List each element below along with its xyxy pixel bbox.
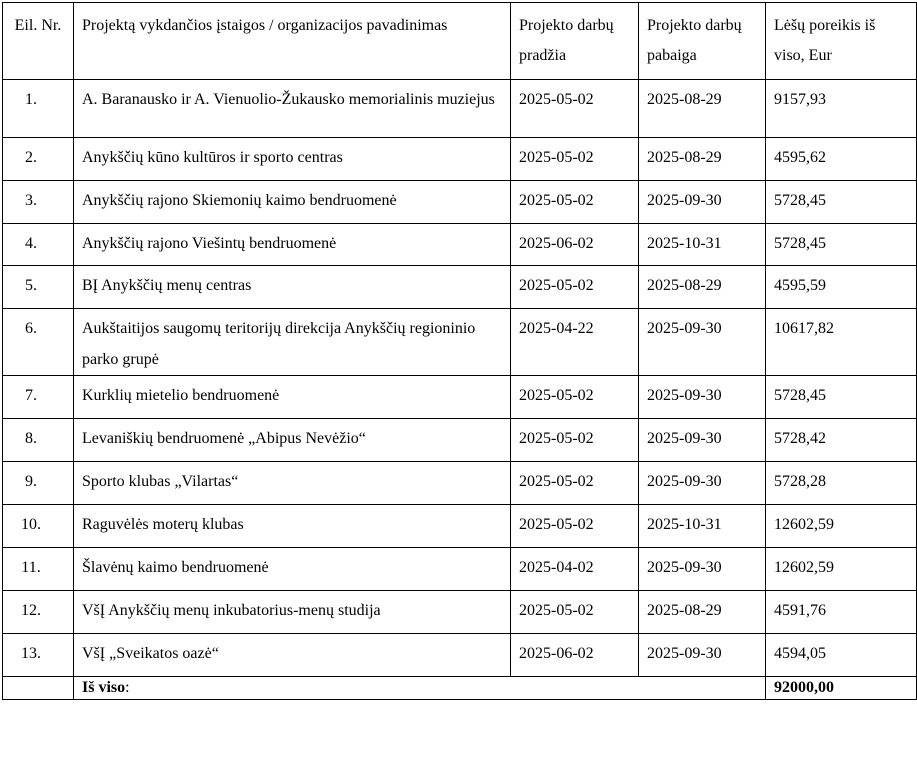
total-row bbox=[3, 677, 917, 700]
row-end: 2025-08-29 bbox=[639, 266, 766, 309]
row-amount: 4594,05 bbox=[766, 634, 917, 677]
row-name: VšĮ Anykščių menų inkubatorius-menų studija bbox=[74, 591, 511, 634]
table-header-row bbox=[3, 3, 917, 80]
row-no: 6. bbox=[3, 309, 74, 376]
table-row bbox=[3, 505, 917, 548]
header-amount: Lėšų poreikis iš viso, Eur bbox=[766, 3, 917, 80]
row-amount: 4595,59 bbox=[766, 266, 917, 309]
total-amount: 92000,00 bbox=[766, 677, 917, 700]
total-label-text: Iš viso bbox=[82, 679, 126, 696]
row-end: 2025-09-30 bbox=[639, 309, 766, 376]
row-no: 11. bbox=[3, 548, 74, 591]
row-end: 2025-09-30 bbox=[639, 376, 766, 419]
row-end: 2025-09-30 bbox=[639, 634, 766, 677]
row-no: 1. bbox=[3, 80, 74, 138]
row-no: 12. bbox=[3, 591, 74, 634]
table-row bbox=[3, 591, 917, 634]
row-name: Raguvėlės moterų klubas bbox=[74, 505, 511, 548]
table-row bbox=[3, 224, 917, 266]
row-amount: 12602,59 bbox=[766, 505, 917, 548]
row-amount: 9157,93 bbox=[766, 80, 917, 138]
row-start: 2025-04-22 bbox=[511, 309, 639, 376]
row-start: 2025-05-02 bbox=[511, 376, 639, 419]
row-amount: 5728,45 bbox=[766, 376, 917, 419]
row-start: 2025-04-02 bbox=[511, 548, 639, 591]
row-name: Kurklių mietelio bendruomenė bbox=[74, 376, 511, 419]
header-name: Projektą vykdančios įstaigos / organizacijos pavadinimas bbox=[74, 3, 511, 80]
row-amount: 12602,59 bbox=[766, 548, 917, 591]
row-end: 2025-10-31 bbox=[639, 505, 766, 548]
row-no: 9. bbox=[3, 462, 74, 505]
row-start: 2025-06-02 bbox=[511, 634, 639, 677]
total-empty-cell bbox=[3, 677, 74, 700]
row-start: 2025-06-02 bbox=[511, 224, 639, 266]
table-row bbox=[3, 376, 917, 419]
row-name: Levaniškių bendruomenė „Abipus Nevėžio“ bbox=[74, 419, 511, 462]
row-end: 2025-10-31 bbox=[639, 224, 766, 266]
row-name: A. Baranausko ir A. Vienuolio-Žukausko memorialinis muziejus bbox=[74, 80, 511, 138]
row-amount: 5728,42 bbox=[766, 419, 917, 462]
row-no: 13. bbox=[3, 634, 74, 677]
row-amount: 5728,45 bbox=[766, 181, 917, 224]
table-row bbox=[3, 462, 917, 505]
row-end: 2025-08-29 bbox=[639, 591, 766, 634]
row-no: 7. bbox=[3, 376, 74, 419]
row-start: 2025-05-02 bbox=[511, 138, 639, 181]
table-row bbox=[3, 138, 917, 181]
table-row bbox=[3, 419, 917, 462]
row-start: 2025-05-02 bbox=[511, 462, 639, 505]
row-end: 2025-09-30 bbox=[639, 419, 766, 462]
row-name: Anykščių kūno kultūros ir sporto centras bbox=[74, 138, 511, 181]
row-end: 2025-09-30 bbox=[639, 181, 766, 224]
row-no: 4. bbox=[3, 224, 74, 266]
row-no: 8. bbox=[3, 419, 74, 462]
table-row bbox=[3, 634, 917, 677]
row-end: 2025-09-30 bbox=[639, 462, 766, 505]
row-start: 2025-05-02 bbox=[511, 419, 639, 462]
total-label-colon: : bbox=[125, 679, 130, 696]
row-no: 10. bbox=[3, 505, 74, 548]
row-amount: 10617,82 bbox=[766, 309, 917, 376]
table-row bbox=[3, 181, 917, 224]
header-start: Projekto darbų pradžia bbox=[511, 3, 639, 80]
row-no: 2. bbox=[3, 138, 74, 181]
project-funding-table bbox=[2, 2, 917, 700]
header-no: Eil. Nr. bbox=[3, 3, 74, 80]
row-amount: 5728,28 bbox=[766, 462, 917, 505]
row-name: BĮ Anykščių menų centras bbox=[74, 266, 511, 309]
row-start: 2025-05-02 bbox=[511, 181, 639, 224]
table-row bbox=[3, 80, 917, 138]
table-row bbox=[3, 309, 917, 376]
table-row bbox=[3, 548, 917, 591]
row-start: 2025-05-02 bbox=[511, 266, 639, 309]
header-end: Projekto darbų pabaiga bbox=[639, 3, 766, 80]
row-name: Anykščių rajono Skiemonių kaimo bendruomenė bbox=[74, 181, 511, 224]
row-no: 3. bbox=[3, 181, 74, 224]
row-name: VšĮ „Sveikatos oazė“ bbox=[74, 634, 511, 677]
row-amount: 4595,62 bbox=[766, 138, 917, 181]
row-end: 2025-08-29 bbox=[639, 138, 766, 181]
row-name: Aukštaitijos saugomų teritorijų direkcija Anykščių regioninio parko grupė bbox=[74, 309, 511, 376]
row-end: 2025-09-30 bbox=[639, 548, 766, 591]
row-start: 2025-05-02 bbox=[511, 591, 639, 634]
row-name: Šlavėnų kaimo bendruomenė bbox=[74, 548, 511, 591]
row-start: 2025-05-02 bbox=[511, 80, 639, 138]
total-label bbox=[74, 677, 766, 700]
row-amount: 5728,45 bbox=[766, 224, 917, 266]
row-end: 2025-08-29 bbox=[639, 80, 766, 138]
row-start: 2025-05-02 bbox=[511, 505, 639, 548]
table-row bbox=[3, 266, 917, 309]
row-name: Sporto klubas „Vilartas“ bbox=[74, 462, 511, 505]
row-amount: 4591,76 bbox=[766, 591, 917, 634]
row-no: 5. bbox=[3, 266, 74, 309]
row-name: Anykščių rajono Viešintų bendruomenė bbox=[74, 224, 511, 266]
